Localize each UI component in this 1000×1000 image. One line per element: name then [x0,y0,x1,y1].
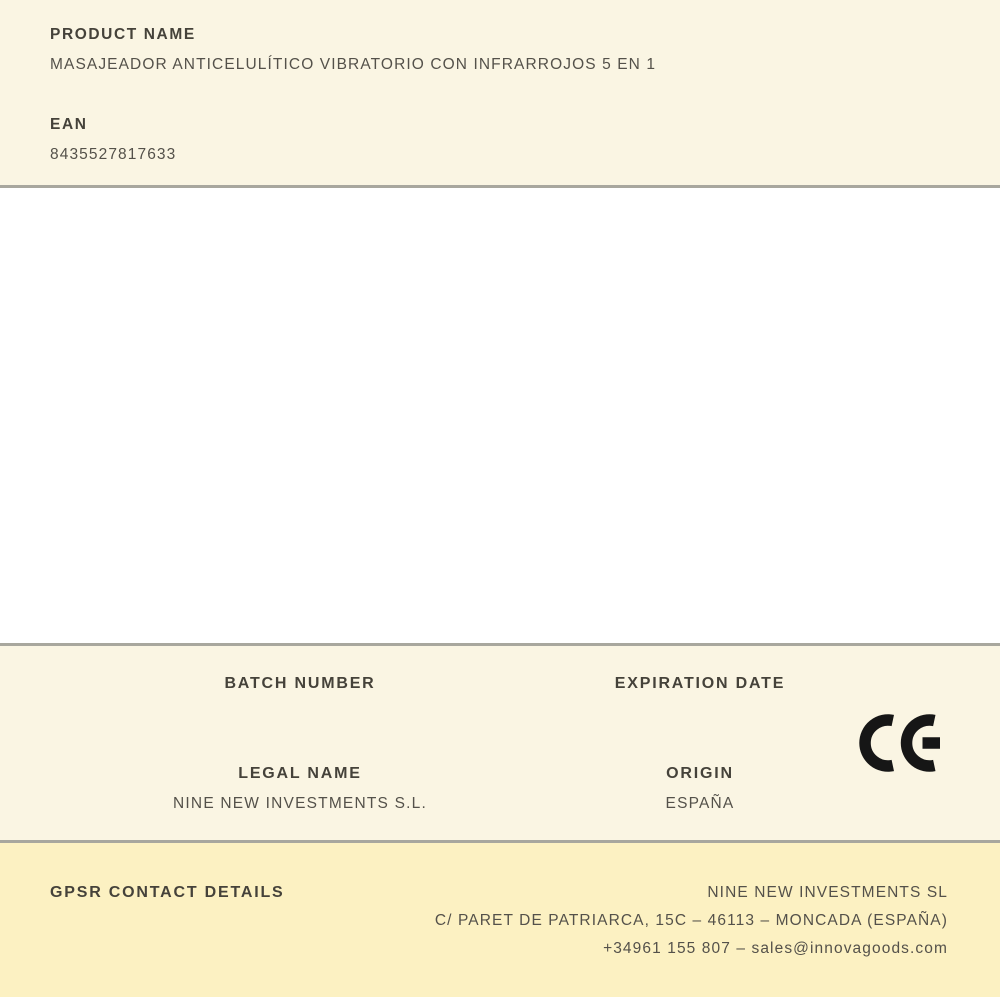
legal-name-label: LEGAL NAME [238,765,362,782]
gpsr-contact-section [0,843,1000,997]
origin-label: ORIGIN [666,765,734,782]
origin-value: ESPAÑA [665,795,735,812]
legal-name-value: NINE NEW INVESTMENTS S.L. [173,795,427,812]
ean-field [50,115,950,165]
expiration-date-field [500,674,900,724]
gpsr-contact-label: GPSR CONTACT DETAILS [50,884,285,901]
ean-value: 8435527817633 [50,146,177,163]
gpsr-phone-email: +34961 155 807 – sales@innovagoods.com [603,940,948,957]
product-name-label: PRODUCT NAME [50,26,196,43]
ce-mark-icon [859,714,941,772]
gpsr-contact-block [285,879,948,963]
batch-number-field [100,674,500,724]
expiration-date-value [500,704,900,724]
gpsr-address: C/ PARET DE PATRIARCA, 15C – 46113 – MONCADA (ESPAÑA) [434,912,948,929]
product-name-field [50,25,950,75]
ean-label: EAN [50,116,88,133]
blank-image-area [0,188,1000,643]
gpsr-company-name: NINE NEW INVESTMENTS SL [707,884,948,901]
batch-number-label: BATCH NUMBER [224,675,376,692]
batch-number-value [100,704,500,724]
product-info-section [0,0,1000,185]
expiration-date-label: EXPIRATION DATE [614,675,786,692]
details-right-column [500,674,900,840]
details-left-column [100,674,500,840]
legal-name-field [100,764,500,814]
origin-field [500,764,900,814]
batch-details-section [0,646,1000,840]
product-name-value: MASAJEADOR ANTICELULÍTICO VIBRATORIO CON INFRARROJOS 5 EN 1 [50,56,657,73]
